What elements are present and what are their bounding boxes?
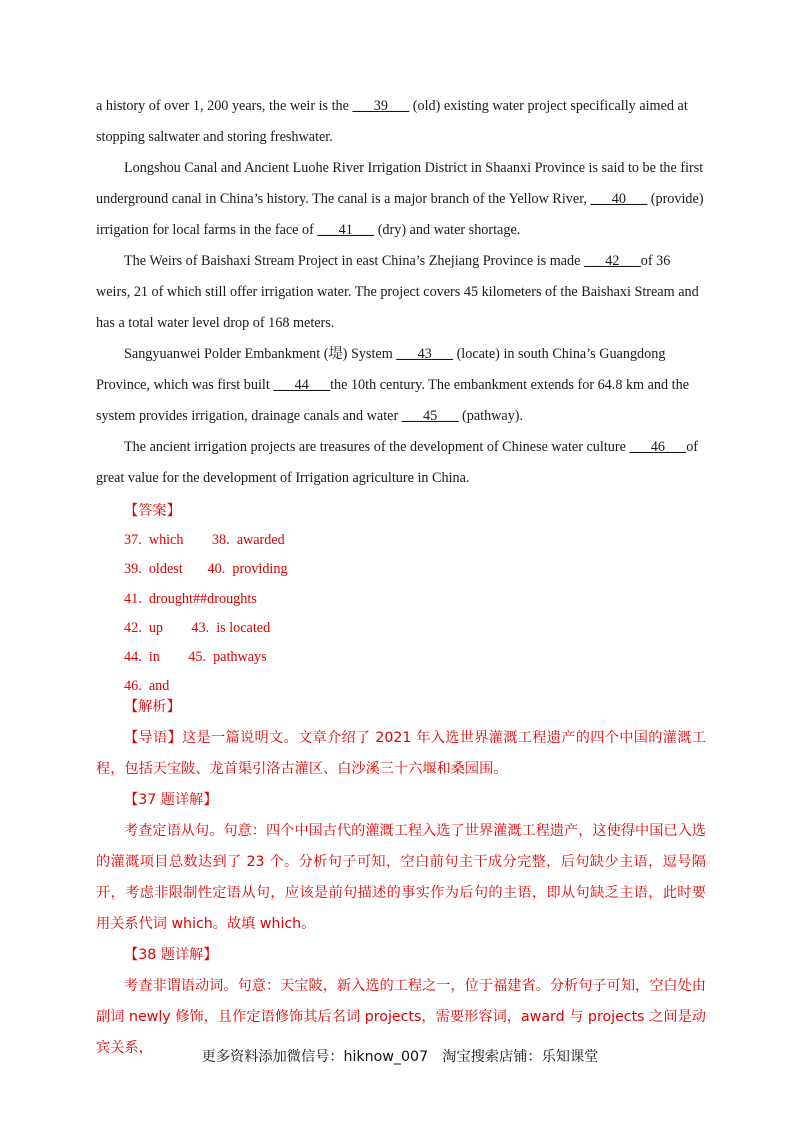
page-footer: 更多资料添加微信号：hiknow_007 淘宝搜索店铺：乐知课堂 xyxy=(201,1049,599,1065)
answer-section xyxy=(124,497,288,701)
passage-text: The Weirs of Baishaxi Stream Project in east China’s Zhejiang Province is made xyxy=(124,253,584,269)
passage-para-2 xyxy=(96,153,706,246)
blank-43: ___43___ xyxy=(396,346,454,362)
q38-heading: 【38 题详解】 xyxy=(124,947,218,963)
passage-text: Longshou Canal and Ancient Luohe River Irrigation District in Shaanxi Province is said to be the first underground canal in China’s history. The canal is a major branch of the Yellow River, xyxy=(96,160,704,207)
passage xyxy=(96,91,706,494)
passage-text: (provide) irrigation for local farms in the face of xyxy=(96,191,704,238)
answer-row: 42. up 43. is located xyxy=(124,619,271,636)
answer-row: 39. oldest 40. providing xyxy=(124,561,288,578)
analysis-heading: 【解析】 xyxy=(124,699,181,715)
analysis-intro: 【导语】这是一篇说明文。文章介绍了 2021 年入选世界灌溉工程遗产的四个中国的灌溉工程，包括天宝陂、龙首渠引洛古灌区、白沙溪三十六堰和桑园围。 xyxy=(96,730,706,777)
blank-40: ___40___ xyxy=(590,191,648,207)
passage-text: (old) existing water project specifically aimed at stopping saltwater and storing freshwater. xyxy=(96,98,688,145)
passage-text: The ancient irrigation projects are treasures of the development of Chinese water culture xyxy=(124,439,630,455)
passage-text: Sangyuanwei Polder Embankment (堤) System xyxy=(124,346,397,362)
passage-para-5 xyxy=(96,432,706,494)
answer-row: 41. drought##droughts xyxy=(124,590,257,607)
blank-46: ___46___ xyxy=(629,439,687,455)
q37-heading: 【37 题详解】 xyxy=(124,792,218,808)
analysis-section xyxy=(96,692,706,1064)
passage-text: (locate) in south China’s Guangdong Province, which was first built xyxy=(96,346,666,393)
passage-para-4 xyxy=(96,339,706,432)
blank-39: ___39___ xyxy=(352,98,410,114)
passage-text: of 36 weirs, 21 of which still offer irrigation water. The project covers 45 kilometers of the Baishaxi Stream and has a total water level drop of 168 meters. xyxy=(96,253,699,331)
q37-explanation: 考查定语从句。句意：四个中国古代的灌溉工程入选了世界灌溉工程遗产，这使得中国已入选的灌溉项目总数达到了 23 个。分析句子可知，空白前句主干成分完整，后句缺少主语，逗号隔开，考虑非限制性定语从句，应该是前句描述的事实作为后句的主语，即从句缺乏主语，此时要用关系代词 which。故填 which。 xyxy=(96,823,706,932)
passage-text: of great value for the development of Irrigation agriculture in China. xyxy=(96,439,699,486)
passage-text: (pathway). xyxy=(458,408,524,424)
answer-row: 37. which 38. awarded xyxy=(124,532,285,549)
passage-text: the 10th century. The embankment extends for 64.8 km and the system provides irrigation, drainage canals and water xyxy=(96,377,690,424)
q38-explanation: 考查非谓语动词。句意：天宝陂，新入选的工程之一，位于福建省。分析句子可知，空白处由副词 newly 修饰，且作定语修饰其后名词 projects，需要形容词，award 与 projects 之间是动宾关系， xyxy=(96,978,706,1056)
answer-heading: 【答案】 xyxy=(124,503,181,519)
blank-45: ___45___ xyxy=(401,408,459,424)
passage-text: a history of over 1, 200 years, the weir is the xyxy=(96,98,353,114)
blank-44: ___44___ xyxy=(273,377,331,393)
blank-41: ___41___ xyxy=(317,222,375,238)
passage-para-3 xyxy=(96,246,706,339)
passage-para-1 xyxy=(96,91,706,153)
blank-42: ___42___ xyxy=(583,253,641,269)
passage-text: (dry) and water shortage. xyxy=(374,222,521,238)
answer-row: 46. and xyxy=(124,678,170,695)
answer-row: 44. in 45. pathways xyxy=(124,648,267,665)
